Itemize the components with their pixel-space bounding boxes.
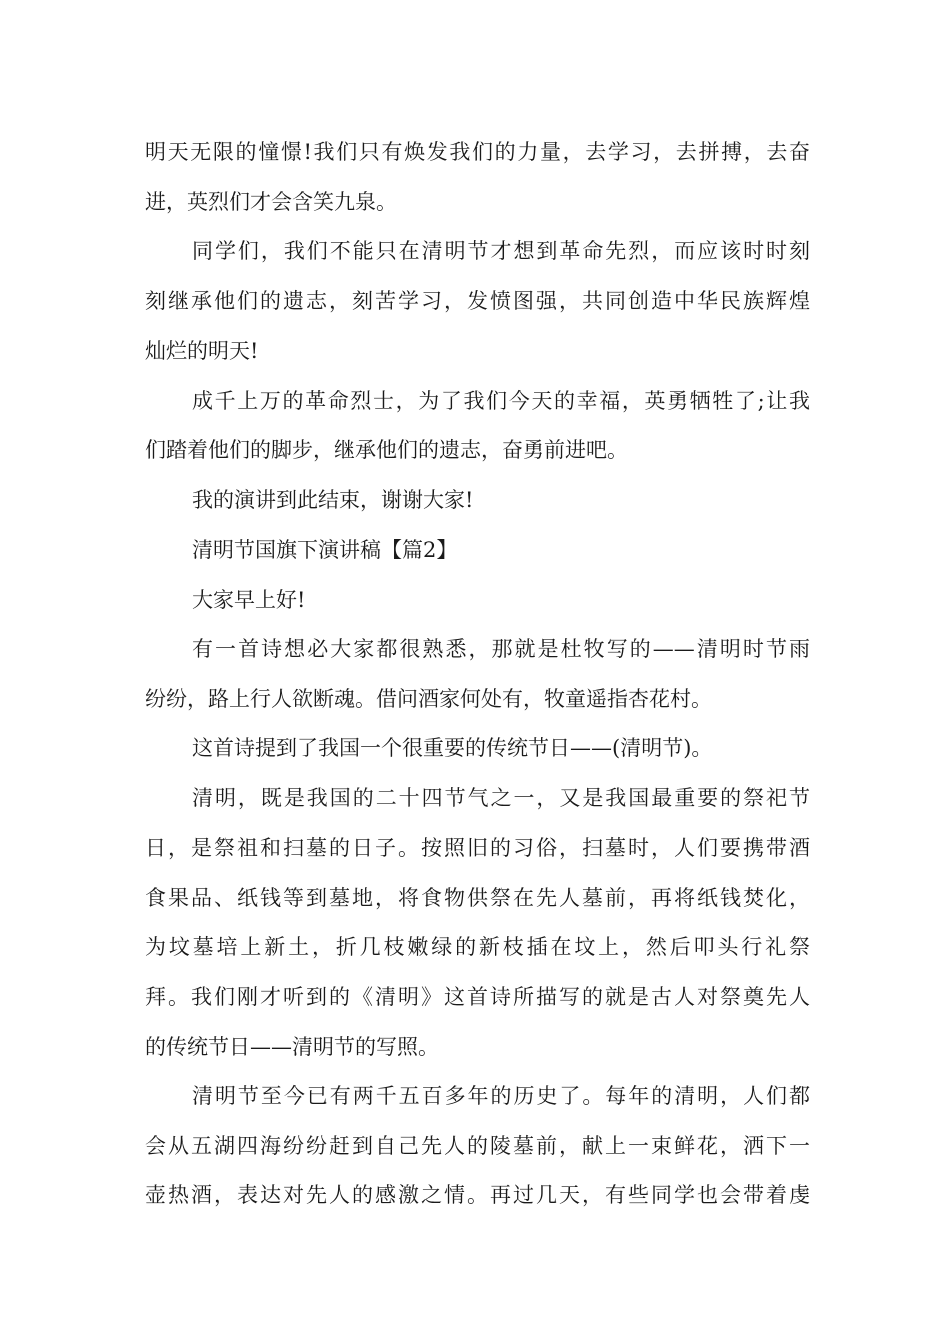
text-line: 壶热酒，表达对先人的感激之情。再过几天，有些同学也会带着虔 xyxy=(145,1183,810,1207)
text-line: 灿烂的明天! xyxy=(145,339,259,363)
text-line: 的传统节日——清明节的写照。 xyxy=(145,1035,439,1059)
text-line: 日，是祭祖和扫墓的日子。按照旧的习俗，扫墓时，人们要携带酒 xyxy=(145,836,810,860)
text-line: 们踏着他们的脚步，继承他们的遗志，奋勇前进吧。 xyxy=(145,438,628,462)
paragraph-first-line: 清明，既是我国的二十四节气之一，又是我国最重要的祭祀节 xyxy=(192,786,810,810)
text-line: 会从五湖四海纷纷赶到自己先人的陵墓前，献上一束鲜花，洒下一 xyxy=(145,1134,810,1158)
text-line: 为坟墓培上新土，折几枝嫩绿的新枝插在坟上，然后叩头行礼祭 xyxy=(145,935,810,959)
closing-line: 我的演讲到此结束，谢谢大家! xyxy=(192,488,474,512)
section-heading: 清明节国旗下演讲稿【篇2】 xyxy=(192,538,458,562)
text-line: 明天无限的憧憬!我们只有焕发我们的力量，去学习，去拼搏，去奋 xyxy=(145,140,810,164)
text-line: 纷纷，路上行人欲断魂。借问酒家何处有，牧童遥指杏花村。 xyxy=(145,687,712,711)
paragraph-first-line: 有一首诗想必大家都很熟悉，那就是杜牧写的——清明时节雨 xyxy=(192,637,810,661)
greeting-line: 大家早上好! xyxy=(192,588,306,612)
text-line: 进，英烈们才会含笑九泉。 xyxy=(145,190,397,214)
text-line: 食果品、纸钱等到墓地，将食物供祭在先人墓前，再将纸钱焚化， xyxy=(145,886,810,910)
text-line: 刻继承他们的遗志，刻苦学习，发愤图强，共同创造中华民族辉煌 xyxy=(145,289,810,313)
text-line: 拜。我们刚才听到的《清明》这首诗所描写的就是古人对祭奠先人 xyxy=(145,985,810,1009)
paragraph-first-line: 清明节至今已有两千五百多年的历史了。每年的清明，人们都 xyxy=(192,1084,810,1108)
paragraph-first-line: 同学们，我们不能只在清明节才想到革命先烈，而应该时时刻 xyxy=(192,239,810,263)
paragraph-first-line: 成千上万的革命烈士，为了我们今天的幸福，英勇牺牲了;让我 xyxy=(192,389,810,413)
paragraph-first-line: 这首诗提到了我国一个很重要的传统节日——(清明节)。 xyxy=(192,736,713,760)
